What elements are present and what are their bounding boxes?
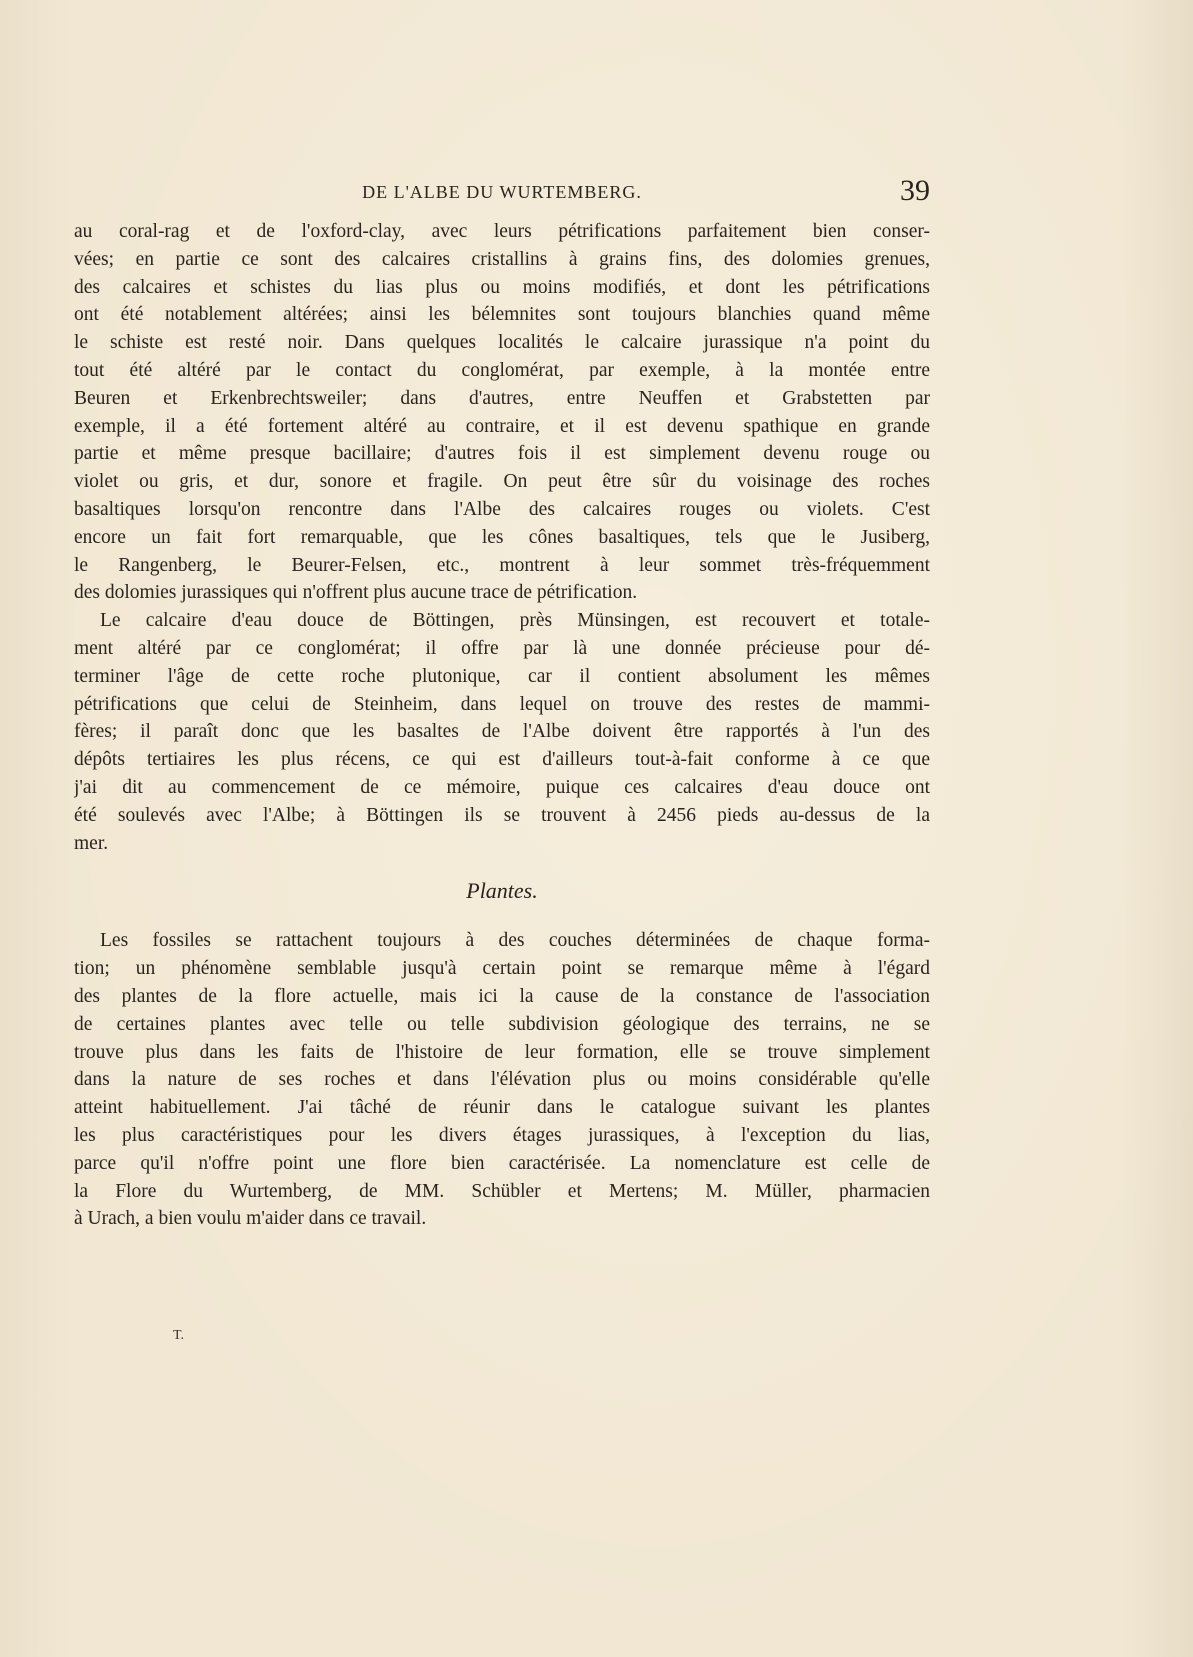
text-line: basaltiques lorsqu'on rencontre dans l'Albe des calcaires rouges ou violets. C'est [74, 498, 930, 520]
paragraph-2 [74, 607, 930, 857]
text-line: parce qu'il n'offre point une flore bien caractérisée. La nomenclature est celle de [74, 1152, 930, 1174]
text-line: j'ai dit au commencement de ce mémoire, puique ces calcaires d'eau douce ont [74, 776, 930, 798]
text-line: terminer l'âge de cette roche plutonique, car il contient absolument les mêmes [74, 665, 930, 687]
text-line: à Urach, a bien voulu m'aider dans ce travail. [74, 1208, 427, 1230]
section-title: Plantes. [466, 878, 538, 904]
text-line: pétrifications que celui de Steinheim, dans lequel on trouve des restes de mammi- [74, 693, 930, 715]
page-number: 39 [900, 174, 930, 207]
page-header [74, 174, 930, 208]
text-line: violet ou gris, et dur, sonore et fragile. On peut être sûr du voisinage des roches [74, 471, 930, 493]
text-line: mer. [74, 832, 109, 854]
text-line: trouve plus dans les faits de l'histoire de leur formation, elle se trouve simplement [74, 1041, 930, 1063]
body-text [74, 218, 930, 1233]
paragraph-1 [74, 218, 930, 607]
text-line: vées; en partie ce sont des calcaires cristallins à grains fins, des dolomies grenues, [74, 248, 930, 270]
signature-mark: T. [173, 1328, 185, 1343]
text-line: dépôts tertiaires les plus récens, ce qui est d'ailleurs tout-à-fait conforme à ce que [74, 749, 930, 771]
text-line: dans la nature de ses roches et dans l'élévation plus ou moins considérable qu'elle [74, 1069, 930, 1091]
paragraph-3 [74, 927, 930, 1233]
text-line: les plus caractéristiques pour les divers étages jurassiques, à l'exception du lias, [74, 1124, 930, 1146]
text-line: des dolomies jurassiques qui n'offrent plus aucune trace de pétrification. [74, 582, 638, 604]
text-line: exemple, il a été fortement altéré au contraire, et il est devenu spathique en grande [74, 415, 930, 437]
text-line: encore un fait fort remarquable, que les cônes basaltiques, tels que le Jusiberg, [74, 526, 930, 548]
text-line: atteint habituellement. J'ai tâché de réunir dans le catalogue suivant les plantes [74, 1097, 930, 1119]
text-line: au coral-rag et de l'oxford-clay, avec leurs pétrifications parfaitement bien conser- [74, 221, 930, 242]
text-line: de certaines plantes avec telle ou telle subdivision géologique des terrains, ne se [74, 1013, 930, 1035]
text-line: le Rangenberg, le Beurer-Felsen, etc., montrent à leur sommet très-fréquemment [74, 554, 930, 576]
text-line: le schiste est resté noir. Dans quelques localités le calcaire jurassique n'a point du [74, 332, 930, 354]
text-line: tion; un phénomène semblable jusqu'à certain point se remarque même à l'égard [74, 958, 930, 980]
text-line: Beuren et Erkenbrechtsweiler; dans d'autres, entre Neuffen et Grabstetten par [74, 387, 930, 409]
text-line: Le calcaire d'eau douce de Böttingen, près Münsingen, est recouvert et totale- [100, 610, 930, 632]
text-line: fères; il paraît donc que les basaltes de l'Albe doivent être rapportés à l'un des [74, 721, 930, 743]
running-head: DE L'ALBE DU WURTEMBERG. [362, 182, 642, 202]
text-line: des plantes de la flore actuelle, mais ici la cause de la constance de l'association [74, 985, 930, 1007]
text-line: la Flore du Wurtemberg, de MM. Schübler et Mertens; M. Müller, pharmacien [74, 1180, 930, 1202]
text-line: été soulevés avec l'Albe; à Böttingen ils se trouvent à 2456 pieds au-dessus de la [74, 804, 930, 826]
text-line: ment altéré par ce conglomérat; il offre par là une donnée précieuse pour dé- [74, 637, 930, 659]
text-line: tout été altéré par le contact du conglomérat, par exemple, à la montée entre [74, 359, 930, 381]
text-line: partie et même presque bacillaire; d'autres fois il est simplement devenu rouge ou [74, 443, 930, 465]
text-line: Les fossiles se rattachent toujours à des couches déterminées de chaque forma- [100, 930, 930, 952]
text-line: ont été notablement altérées; ainsi les bélemnites sont toujours blanchies quand même [74, 304, 930, 326]
text-line: des calcaires et schistes du lias plus ou moins modifiés, et dont les pétrifications [74, 276, 930, 298]
